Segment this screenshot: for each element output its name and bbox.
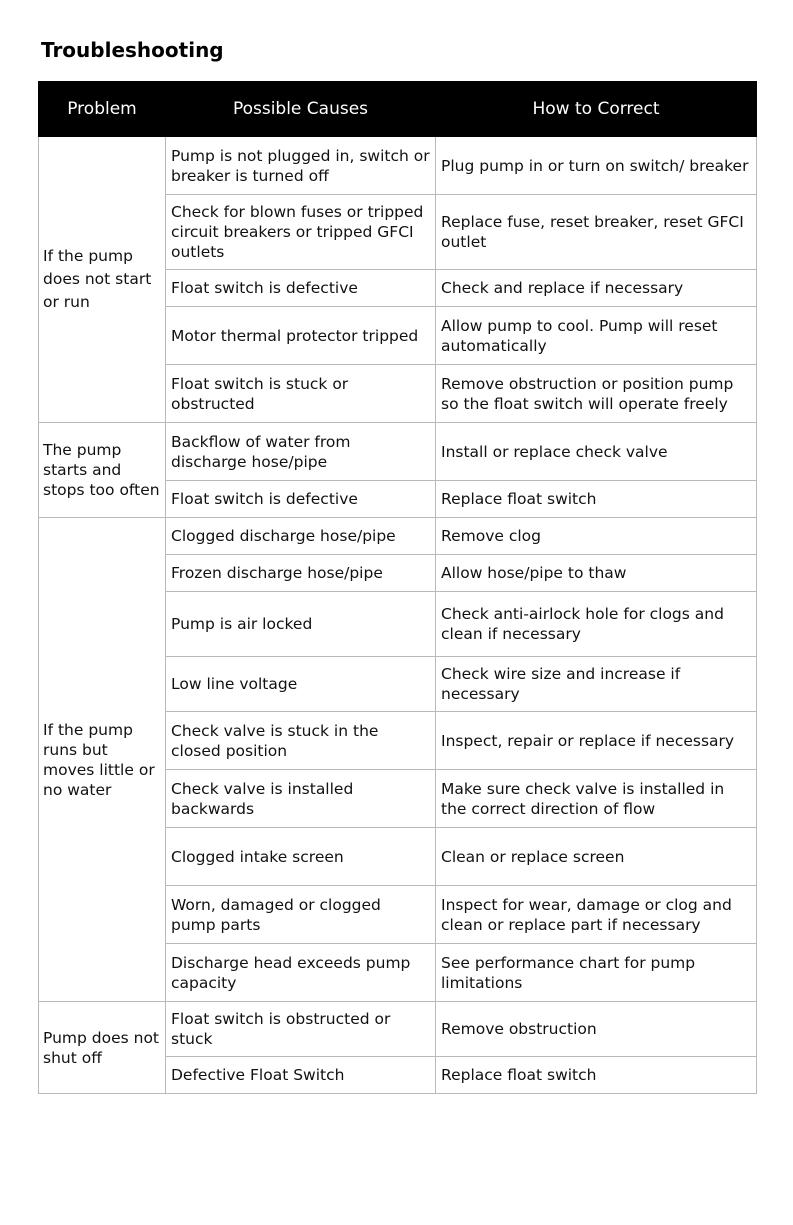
fix-cell: See performance chart for pump limitations [436,944,757,1002]
problem-text: The pump starts and stops too often [43,441,160,499]
troubleshooting-table [38,81,757,1094]
problem-text: If the pump does not start or run [43,247,152,311]
fix-cell: Allow pump to cool. Pump will reset automatically [436,307,757,365]
fix-cell: Check and replace if necessary [436,270,757,307]
problem-text: Pump does not shut off [43,1028,160,1067]
table-row [39,137,757,195]
cause-cell: Float switch is defective [166,270,436,307]
fix-cell: Make sure check valve is installed in the correct direction of flow [436,770,757,828]
problem-cell [39,137,166,423]
table-row [39,423,757,481]
cause-cell: Pump is not plugged in, switch or breaker is turned off [166,137,436,195]
fix-cell: Inspect for wear, damage or clog and clean or replace part if necessary [436,886,757,944]
fix-cell: Inspect, repair or replace if necessary [436,712,757,770]
table-row [39,518,757,555]
problem-text: If the pump runs but moves little or no water [43,720,155,799]
fix-cell: Check wire size and increase if necessary [436,657,757,712]
header-row [39,82,757,137]
cause-cell: Clogged intake screen [166,828,436,886]
cause-cell: Discharge head exceeds pump capacity [166,944,436,1002]
cause-cell: Check for blown fuses or tripped circuit breakers or tripped GFCI outlets [166,195,436,270]
cause-cell: Defective Float Switch [166,1057,436,1094]
cause-cell: Float switch is stuck or obstructed [166,365,436,423]
fix-cell: Remove obstruction or position pump so the float switch will operate freely [436,365,757,423]
fix-cell: Check anti-airlock hole for clogs and clean if necessary [436,592,757,657]
cause-cell: Float switch is defective [166,481,436,518]
cause-cell: Backflow of water from discharge hose/pipe [166,423,436,481]
fix-cell: Remove clog [436,518,757,555]
table-body [39,137,757,1094]
header-possible-causes: Possible Causes [166,82,436,137]
cause-cell: Check valve is installed backwards [166,770,436,828]
fix-cell: Clean or replace screen [436,828,757,886]
header-problem: Problem [39,82,166,137]
problem-cell [39,1002,166,1094]
problem-cell [39,518,166,1002]
cause-cell: Worn, damaged or clogged pump parts [166,886,436,944]
page-title: Troubleshooting [41,38,224,62]
fix-cell: Plug pump in or turn on switch/ breaker [436,137,757,195]
fix-cell: Replace float switch [436,1057,757,1094]
cause-cell: Check valve is stuck in the closed position [166,712,436,770]
cause-cell: Motor thermal protector tripped [166,307,436,365]
header-how-to-correct: How to Correct [436,82,757,137]
cause-cell: Frozen discharge hose/pipe [166,555,436,592]
cause-cell: Pump is air locked [166,592,436,657]
fix-cell: Install or replace check valve [436,423,757,481]
fix-cell: Replace fuse, reset breaker, reset GFCI outlet [436,195,757,270]
table-row [39,1002,757,1057]
fix-cell: Allow hose/pipe to thaw [436,555,757,592]
fix-cell: Remove obstruction [436,1002,757,1057]
cause-cell: Low line voltage [166,657,436,712]
table-header [39,82,757,137]
cause-cell: Clogged discharge hose/pipe [166,518,436,555]
cause-cell: Float switch is obstructed or stuck [166,1002,436,1057]
problem-cell [39,423,166,518]
fix-cell: Replace float switch [436,481,757,518]
